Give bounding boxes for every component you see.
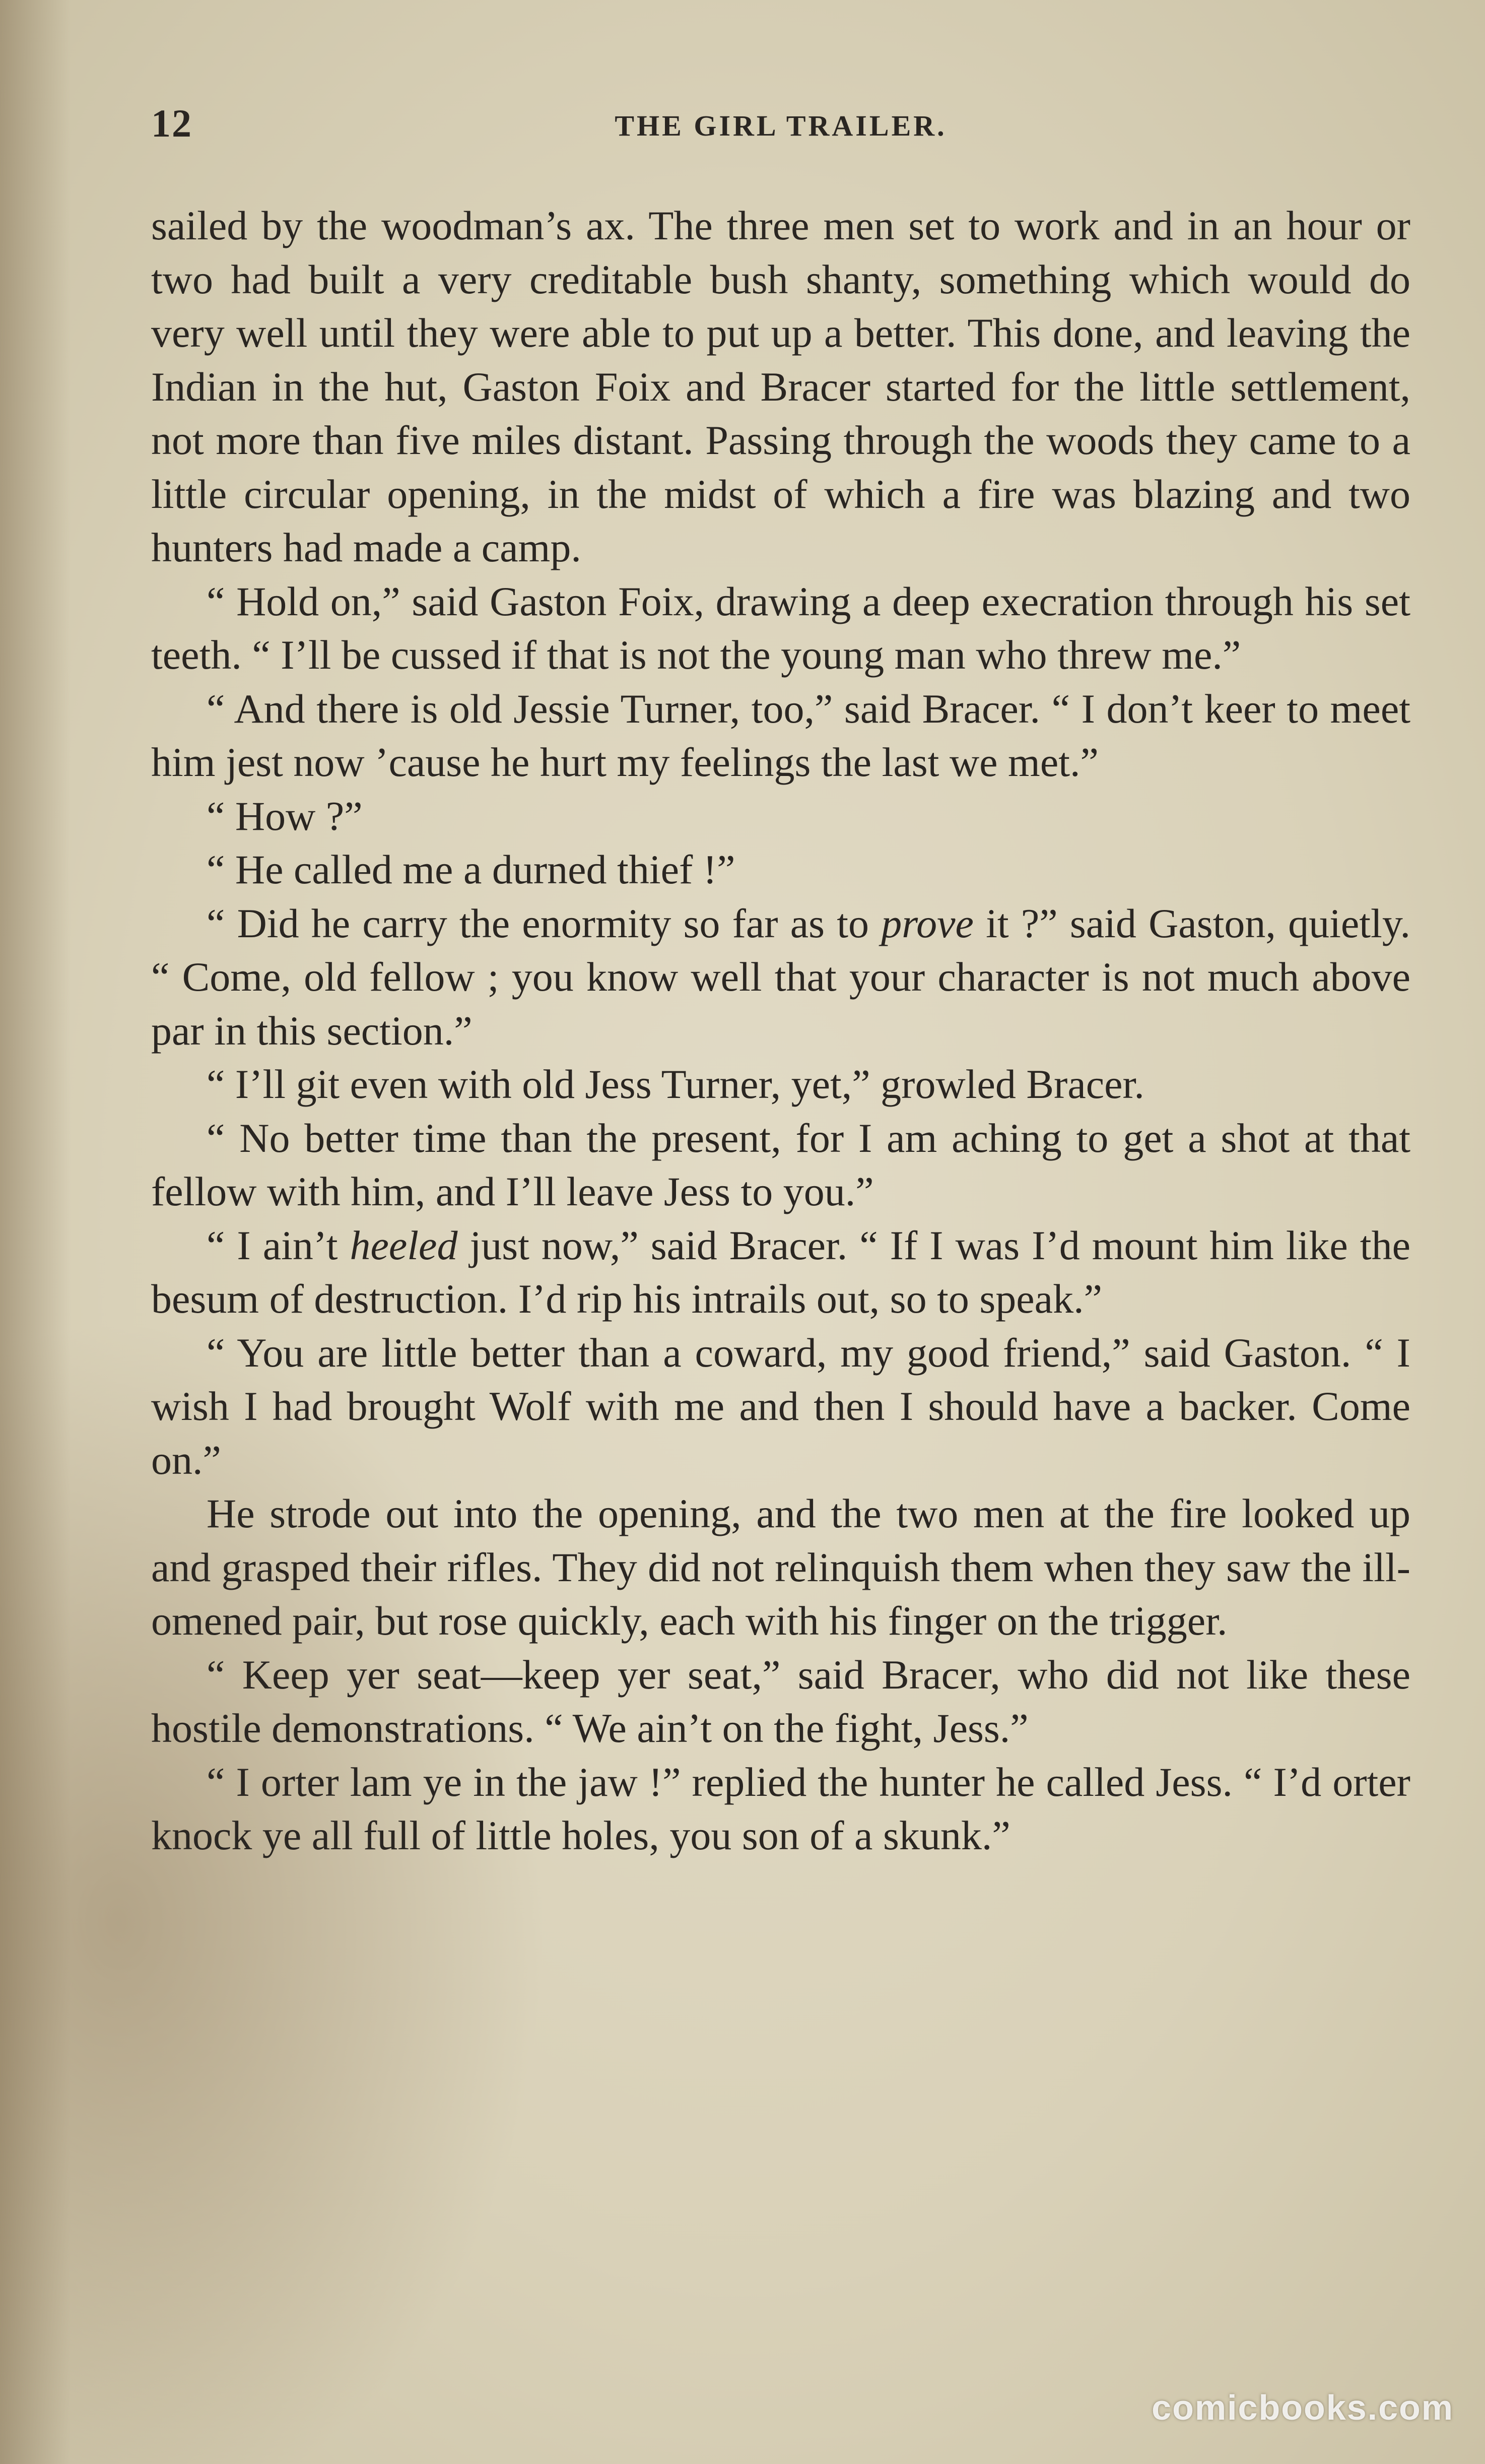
text-run: sailed by the woodman’s ax. The three men set to work and in an hour or two had built a very creditable bush shanty, something which would do very well until they were able to put up a better. This done, and leaving the Indian in the hut, Gaston Foix and Bracer started for the little settlement, not more than five miles distant. Passing through the woods they came to a little circular opening, in the midst of which a fire was blazing and two hunters had made a camp. [151, 203, 1410, 570]
paragraph [151, 897, 1410, 1058]
paragraph [151, 1487, 1410, 1648]
paragraph [151, 790, 1410, 844]
paragraph [151, 1756, 1410, 1863]
text-run: “ I ain’t [207, 1222, 350, 1268]
paragraph [151, 1219, 1410, 1326]
text-run: just now,” said Bracer. “ If I was I’d mount him like the besum of destruction. I’d rip his intrails out, so to speak.” [151, 1222, 1410, 1322]
page-edge-shadow [0, 0, 71, 2464]
text-run: “ I orter lam ye in the jaw !” replied the hunter he called Jess. “ I’d orter knock ye all full of little holes, you son of a skunk.” [151, 1759, 1410, 1858]
text-run: “ You are little better than a coward, my good friend,” said Gaston. “ I wish I had brought Wolf with me and then I should have a backer. Come on.” [151, 1329, 1410, 1483]
text-run: “ Did he carry the enormity so far as to [207, 900, 882, 946]
paragraph [151, 1326, 1410, 1487]
paragraph [151, 843, 1410, 897]
text-run: “ How ?” [207, 793, 363, 839]
paragraph [151, 575, 1410, 682]
paragraph [151, 1648, 1410, 1756]
body-text [151, 199, 1410, 1863]
text-run: “ He called me a durned thief !” [207, 847, 735, 892]
page-header [151, 101, 1410, 156]
paragraph [151, 199, 1410, 575]
paragraph [151, 1058, 1410, 1112]
text-run: it ?” said Gaston, quietly. “ Come, old fellow ; you know well that your character is not much above par in this section.” [151, 900, 1410, 1054]
page-number: 12 [151, 101, 192, 145]
text-run: “ Keep yer seat—keep yer seat,” said Bracer, who did not like these hostile demonstrations. “ We ain’t on the fight, Jess.” [151, 1651, 1410, 1751]
watermark: comicbooks.com [1152, 2388, 1454, 2427]
paragraph [151, 1112, 1410, 1219]
text-run: “ And there is old Jessie Turner, too,” said Bracer. “ I don’t keer to meet him jest now ’cause he hurt my feelings the last we met.” [151, 685, 1410, 785]
running-title: THE GIRL TRAILER. [615, 109, 947, 142]
italic-text: heeled [350, 1222, 458, 1268]
text-run: “ Hold on,” said Gaston Foix, drawing a deep execration through his set teeth. “ I’ll be cussed if that is not the young man who threw me.” [151, 578, 1410, 678]
paragraph [151, 682, 1410, 790]
text-run: “ I’ll git even with old Jess Turner, yet,” growled Bracer. [207, 1061, 1144, 1107]
text-run: He strode out into the opening, and the two men at the fire looked up and grasped their rifles. They did not relinquish them when they saw the ill-omened pair, but rose quickly, each with his finger on the trigger. [151, 1490, 1410, 1644]
italic-text: prove [881, 900, 974, 946]
text-run: “ No better time than the present, for I am aching to get a shot at that fellow with him, and I’ll leave Jess to you.” [151, 1115, 1410, 1214]
